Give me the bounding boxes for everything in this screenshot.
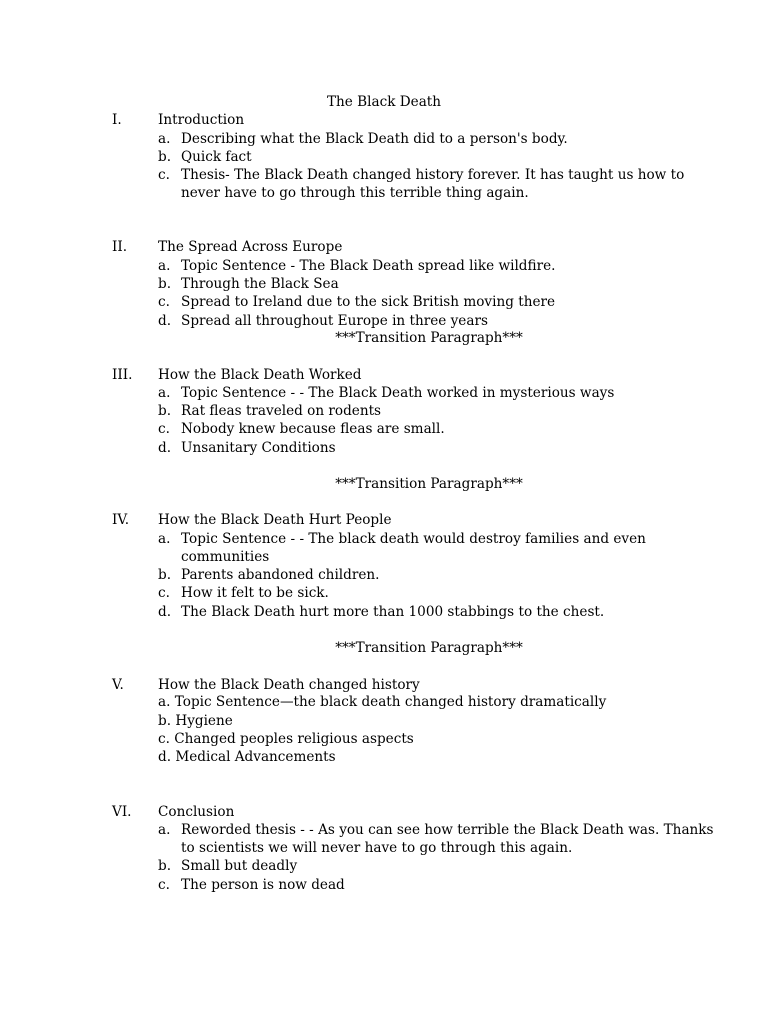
transition-marker: ***Transition Paragraph*** bbox=[335, 476, 523, 492]
section-heading: The Spread Across Europe bbox=[158, 239, 343, 255]
item-letter: b. bbox=[158, 149, 172, 165]
section-numeral: IV. bbox=[112, 512, 130, 528]
section-numeral: VI. bbox=[112, 804, 132, 820]
item-letter: b. bbox=[158, 567, 172, 583]
section-heading: Introduction bbox=[158, 112, 245, 128]
outline-item: Small but deadly bbox=[181, 858, 298, 874]
transition-marker: ***Transition Paragraph*** bbox=[335, 640, 523, 656]
item-letter: a. bbox=[158, 531, 171, 547]
outline-item: Quick fact bbox=[181, 149, 252, 165]
section-heading: Conclusion bbox=[158, 804, 235, 820]
outline-item: Describing what the Black Death did to a person's body. bbox=[181, 131, 568, 147]
document-title: The Black Death bbox=[326, 94, 442, 110]
section-heading: How the Black Death Hurt People bbox=[158, 512, 392, 528]
item-letter: a. bbox=[158, 258, 171, 274]
outline-item: Unsanitary Conditions bbox=[181, 440, 336, 456]
item-letter: d. bbox=[158, 313, 172, 329]
outline-item-continuation: communities bbox=[181, 549, 270, 565]
outline-item: Spread all throughout Europe in three years bbox=[181, 313, 488, 329]
outline-item: Rat fleas traveled on rodents bbox=[181, 403, 382, 419]
section-numeral: I. bbox=[112, 112, 122, 128]
item-letter: a. bbox=[158, 822, 171, 838]
item-letter: b. bbox=[158, 858, 172, 874]
outline-item: a. Topic Sentence—the black death changed history dramatically bbox=[158, 694, 607, 710]
item-letter: c. bbox=[158, 877, 170, 893]
outline-item: Spread to Ireland due to the sick British moving there bbox=[181, 294, 556, 310]
section-numeral: II. bbox=[112, 239, 128, 255]
item-letter: a. bbox=[158, 131, 171, 147]
item-letter: c. bbox=[158, 585, 170, 601]
outline-item-continuation: never have to go through this terrible thing again. bbox=[181, 185, 529, 201]
outline-item: Reworded thesis - - As you can see how terrible the Black Death was. Thanks bbox=[181, 822, 714, 838]
outline-item: How it felt to be sick. bbox=[181, 585, 329, 601]
outline-item: Topic Sentence - The Black Death spread like wildfire. bbox=[181, 258, 556, 274]
outline-item-continuation: to scientists we will never have to go through this again. bbox=[181, 840, 573, 856]
outline-item: d. Medical Advancements bbox=[158, 749, 336, 765]
item-letter: d. bbox=[158, 440, 172, 456]
transition-marker: ***Transition Paragraph*** bbox=[335, 330, 523, 346]
outline-item: The Black Death hurt more than 1000 stabbings to the chest. bbox=[181, 604, 605, 620]
item-letter: b. bbox=[158, 403, 172, 419]
item-letter: c. bbox=[158, 167, 170, 183]
section-heading: How the Black Death changed history bbox=[158, 677, 420, 693]
outline-item: Through the Black Sea bbox=[181, 276, 339, 292]
outline-item: b. Hygiene bbox=[158, 713, 233, 729]
outline-item: Nobody knew because fleas are small. bbox=[181, 421, 445, 437]
outline-item: Parents abandoned children. bbox=[181, 567, 380, 583]
item-letter: c. bbox=[158, 421, 170, 437]
outline-item: Thesis- The Black Death changed history forever. It has taught us how to bbox=[181, 167, 685, 183]
item-letter: c. bbox=[158, 294, 170, 310]
section-heading: How the Black Death Worked bbox=[158, 367, 362, 383]
item-letter: a. bbox=[158, 385, 171, 401]
outline-item: Topic Sentence - - The black death would destroy families and even bbox=[181, 531, 646, 547]
item-letter: d. bbox=[158, 604, 172, 620]
item-letter: b. bbox=[158, 276, 172, 292]
section-numeral: V. bbox=[112, 677, 124, 693]
outline-item: c. Changed peoples religious aspects bbox=[158, 731, 414, 747]
outline-item: Topic Sentence - - The Black Death worked in mysterious ways bbox=[181, 385, 615, 401]
outline-item: The person is now dead bbox=[181, 877, 345, 893]
section-numeral: III. bbox=[112, 367, 133, 383]
